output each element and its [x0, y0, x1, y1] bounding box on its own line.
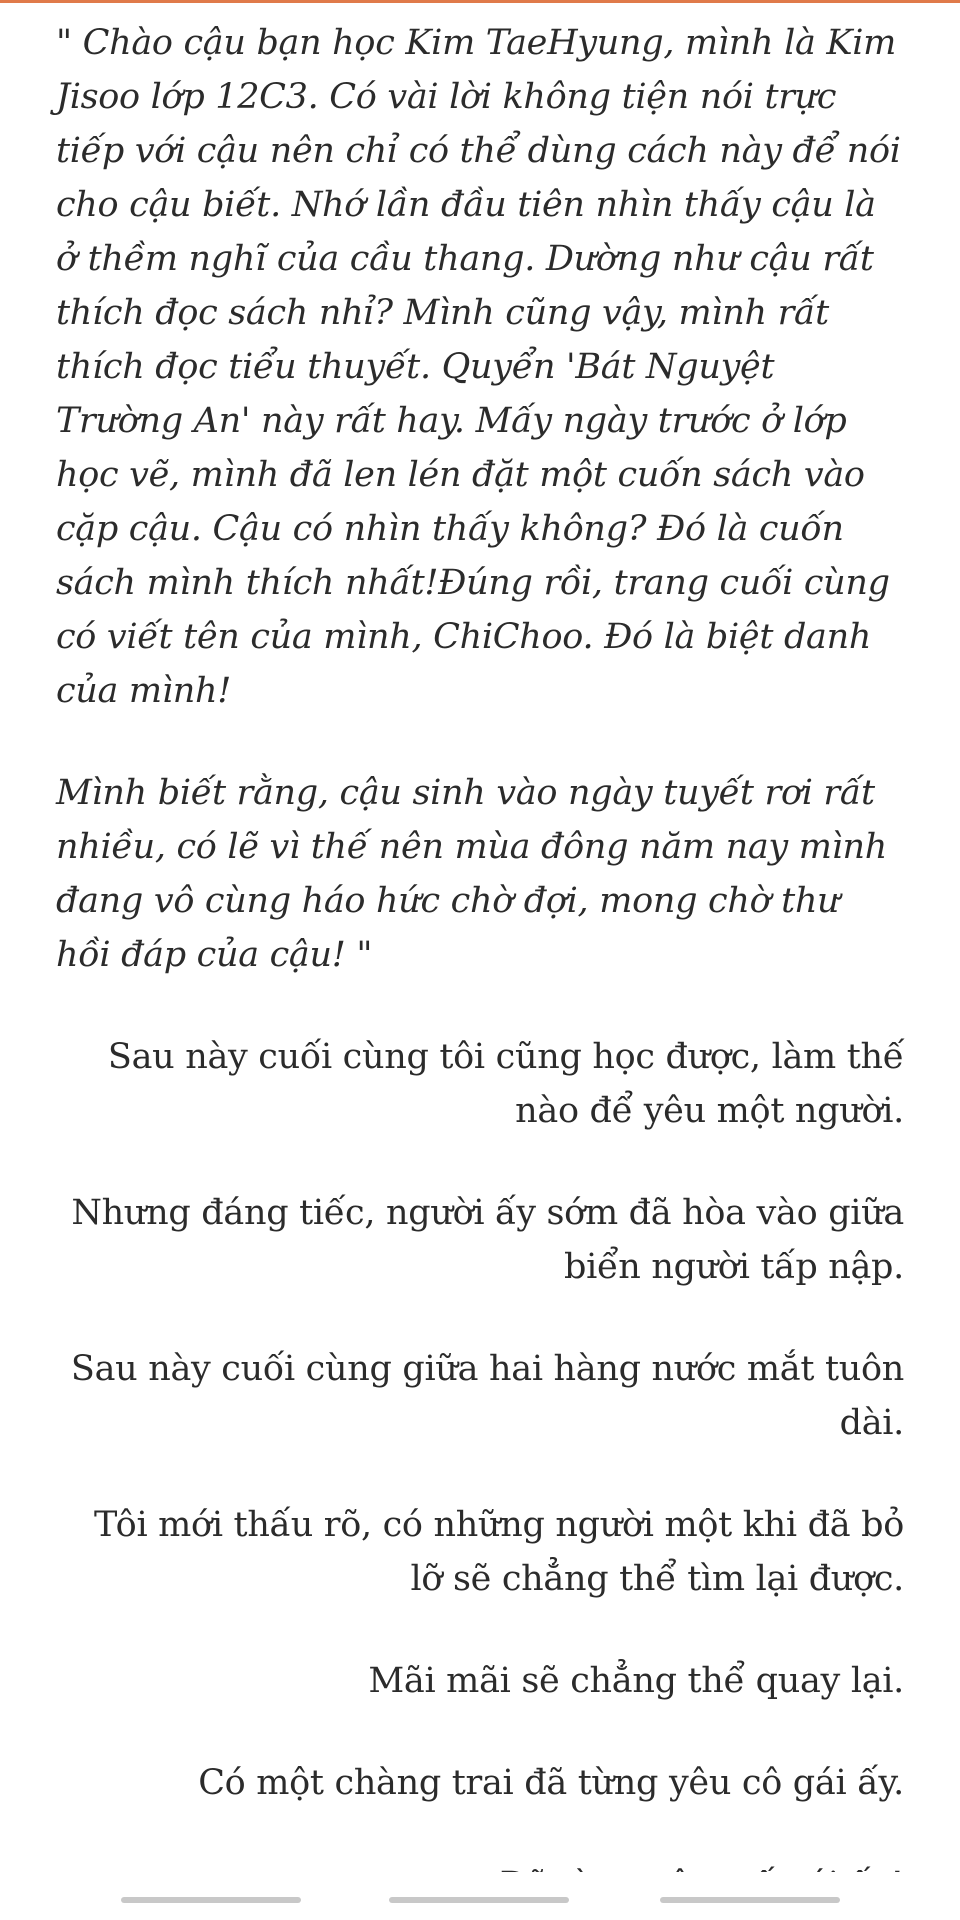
scroll-indicator-center[interactable]	[389, 1897, 569, 1903]
poem-line: Nhưng đáng tiếc, người ấy sớm đã hòa vào giữa biển người tấp nập.	[71, 1193, 904, 1287]
chapter-content	[56, 16, 904, 1912]
scroll-indicator-left[interactable]	[121, 1897, 301, 1903]
letter-paragraph: Mình biết rằng, cậu sinh vào ngày tuyết rơi rất nhiều, có lẽ vì thế nên mùa đông năm nay mình đang vô cùng háo hức chờ đợi, mong chờ thư hồi đáp của cậu! "	[56, 773, 887, 975]
poem-line: Mãi mãi sẽ chẳng thể quay lại.	[368, 1661, 904, 1701]
scroll-indicator-right[interactable]	[660, 1897, 840, 1903]
top-accent-line	[0, 0, 960, 3]
poem-line: Tôi mới thấu rõ, có những người một khi đã bỏ lỡ sẽ chẳng thể tìm lại được.	[93, 1505, 904, 1599]
poem-block	[56, 1030, 904, 1912]
bottom-scroll-bar	[0, 1872, 960, 1920]
letter-paragraph: " Chào cậu bạn học Kim TaeHyung, mình là Kim Jisoo lớp 12C3. Có vài lời không tiện nói trực tiếp với cậu nên chỉ có thể dùng cách này để nói cho cậu biết. Nhớ lần đầu tiên nhìn thấy cậu là ở thềm nghĩ của cầu thang. Dường như cậu rất thích đọc sách nhỉ? Mình cũng vậy, mình rất thích đọc tiểu thuyết. Quyển 'Bát Nguyệt Trường An' này rất hay. Mấy ngày trước ở lớp học vẽ, mình đã len lén đặt một cuốn sách vào cặp cậu. Cậu có nhìn thấy không? Đó là cuốn sách mình thích nhất!Đúng rồi, trang cuối cùng có viết tên của mình, ChiChoo. Đó là biệt danh của mình!	[56, 23, 901, 711]
letter-block	[56, 16, 904, 982]
poem-line: Sau này cuối cùng giữa hai hàng nước mắt tuôn dài.	[70, 1349, 904, 1443]
poem-line: Có một chàng trai đã từng yêu cô gái ấy.	[198, 1763, 904, 1803]
poem-line: Sau này cuối cùng tôi cũng học được, làm thế nào để yêu một người.	[107, 1037, 904, 1131]
